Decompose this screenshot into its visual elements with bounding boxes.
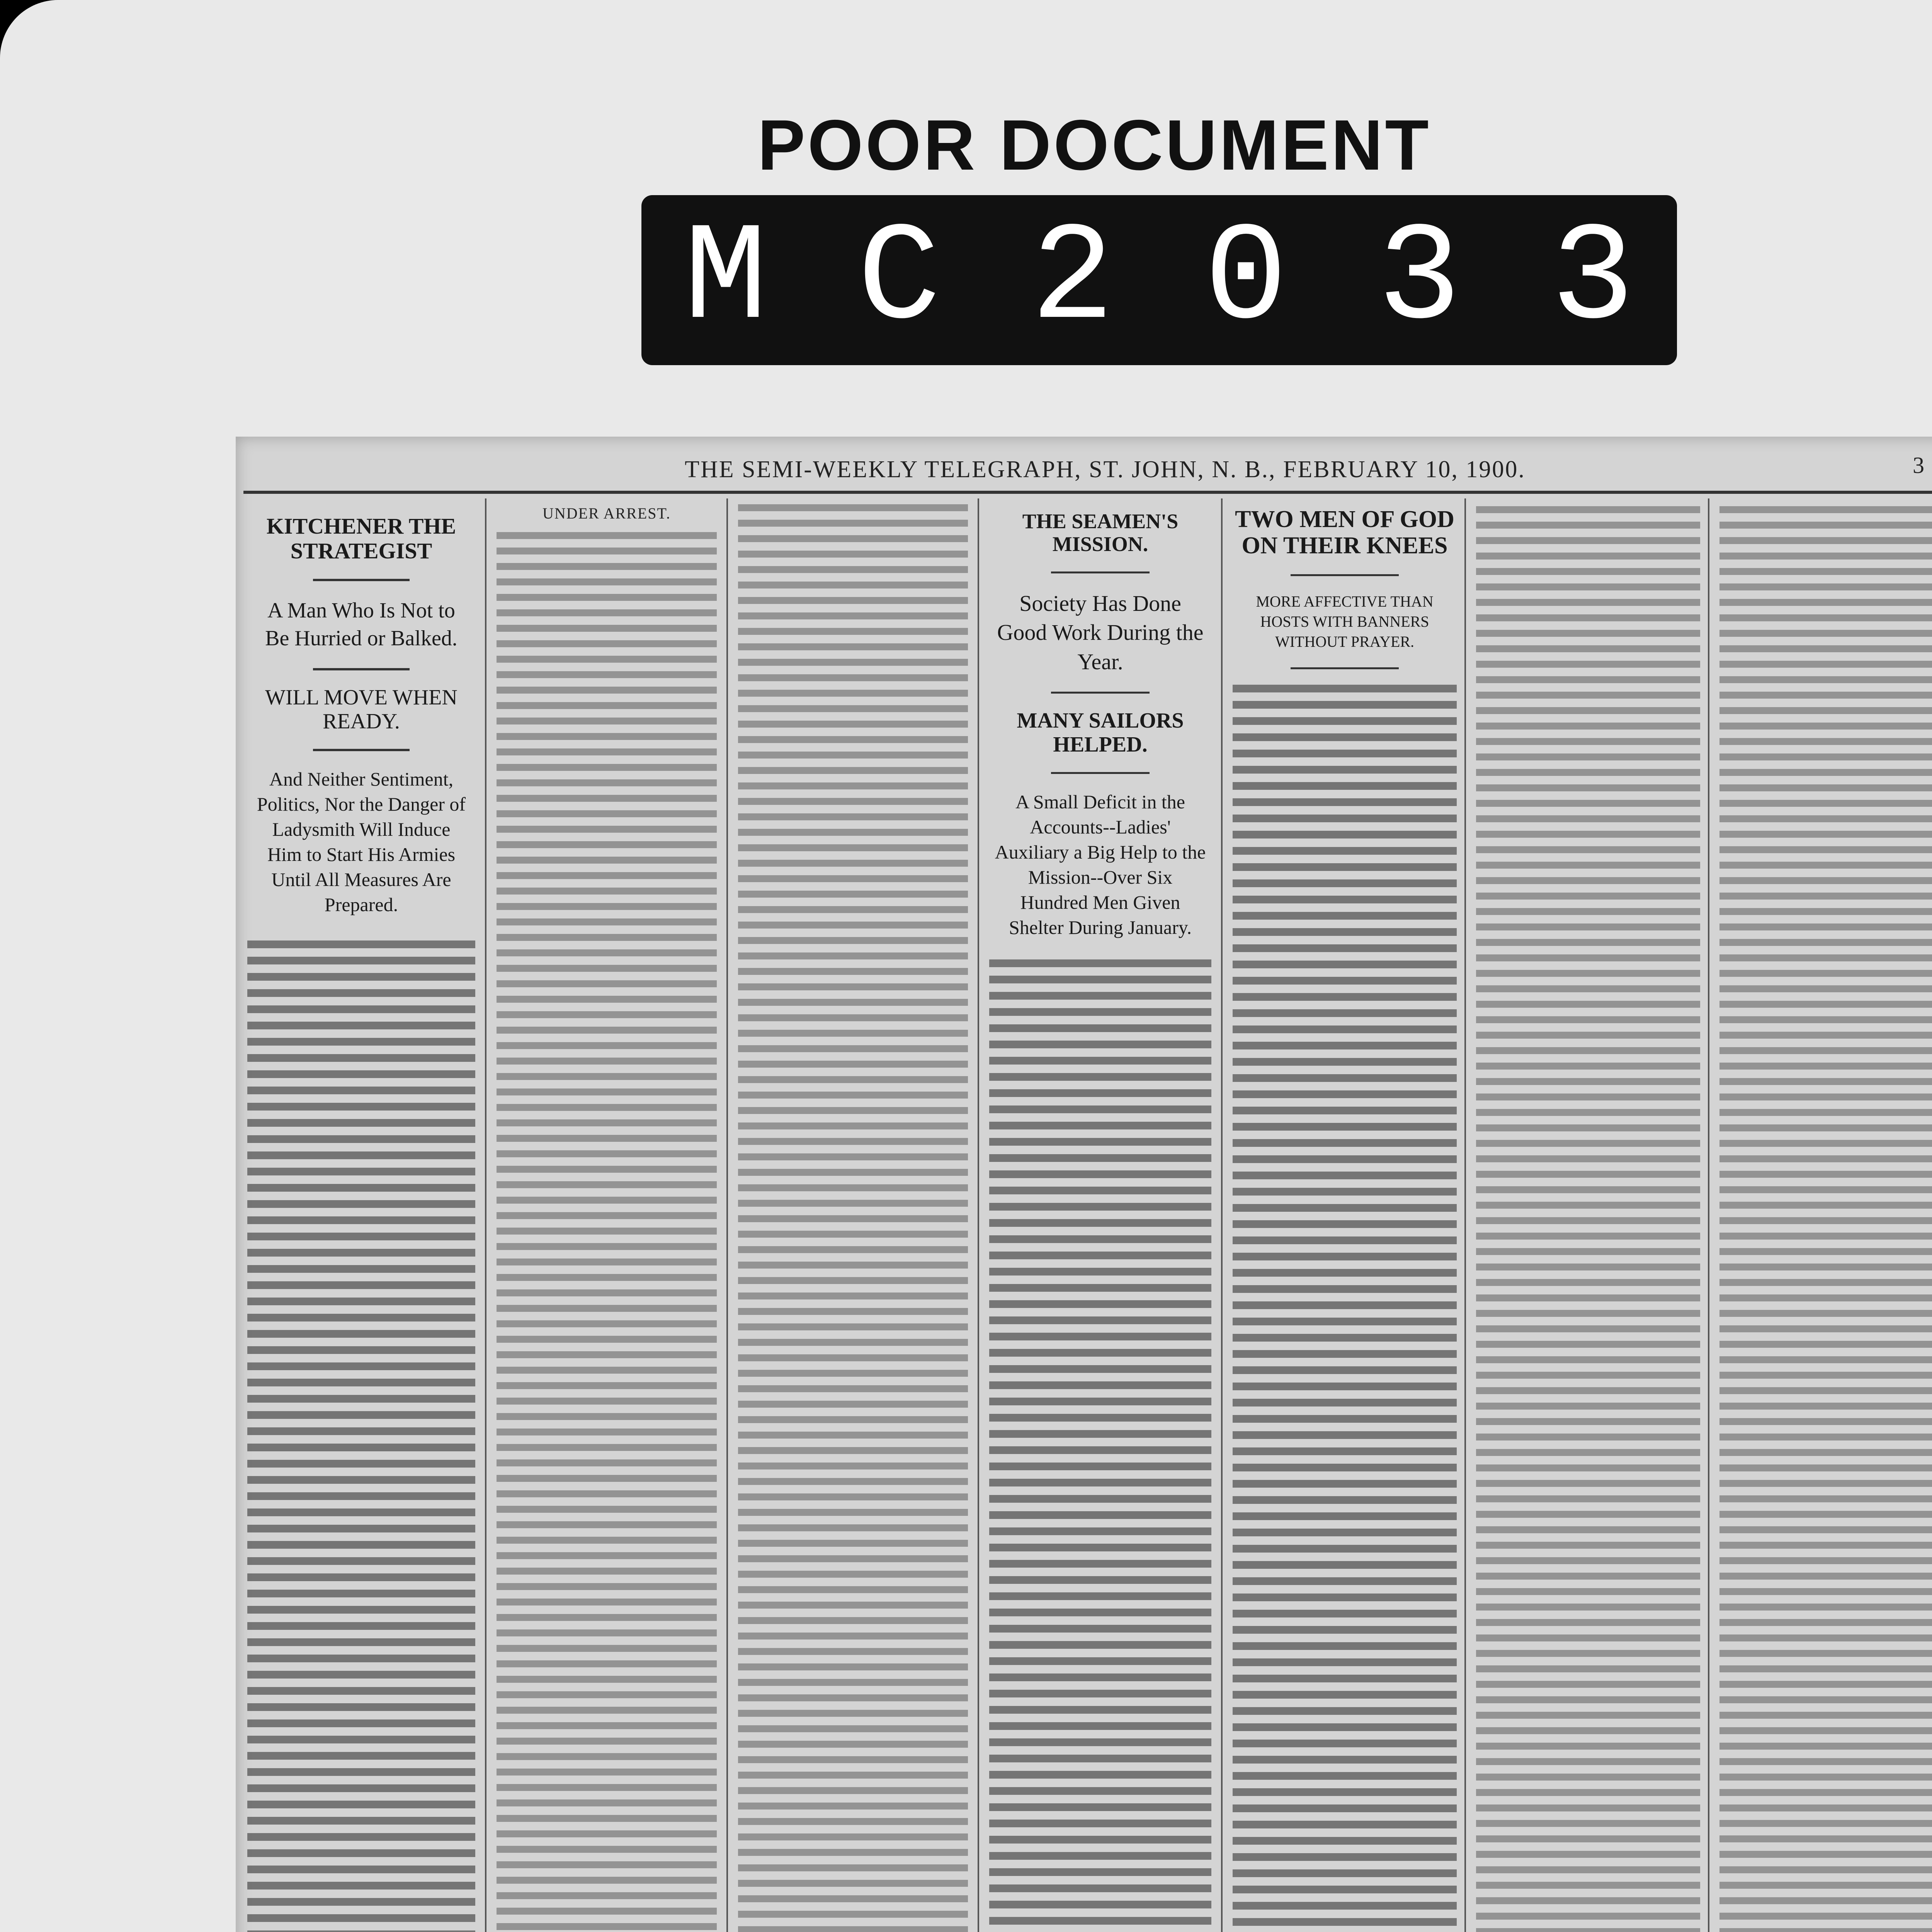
divider (1291, 667, 1399, 669)
article-body (497, 532, 717, 1932)
column-divider (726, 498, 728, 1932)
column-divider (1464, 498, 1466, 1932)
column-six (1472, 498, 1704, 1932)
article-body (1476, 506, 1700, 1932)
divider (313, 668, 410, 670)
article-title: UNDER ARREST. (543, 505, 671, 522)
article-deck: MANY SAILORS HELPED. (1017, 708, 1184, 757)
column-divider (978, 498, 979, 1932)
column-divider (1708, 498, 1709, 1932)
article-deck: A Small Deficit in the Accounts--Ladies' Auxiliary a Big Help to the Mission--Over Six Hundred Men Given Shelter During January. (995, 791, 1206, 939)
article-deck: MORE AFFECTIVE THAN HOSTS WITH BANNERS WITHOUT PRAYER. (1256, 593, 1434, 651)
divider (313, 579, 410, 581)
code-char: M (684, 201, 768, 359)
code-char: 3 (1551, 201, 1634, 359)
page-number: 3 (1913, 452, 1924, 478)
divider (1291, 574, 1399, 576)
code-char: 3 (1378, 201, 1461, 359)
microfilm-code (684, 201, 1634, 359)
article-deck: WILL MOVE WHEN READY. (265, 685, 457, 733)
article-deck: A Man Who Is Not to Be Hurried or Balked. (265, 598, 457, 651)
column-seven (1716, 498, 1932, 1932)
column-kitchener (243, 498, 479, 1932)
code-char: 2 (1031, 201, 1114, 359)
article-body (738, 504, 968, 1932)
article-body (1719, 506, 1932, 1932)
article-body (247, 940, 475, 1932)
article-title: TWO MEN OF GOD ON THEIR KNEES (1235, 506, 1454, 559)
divider (1051, 692, 1150, 694)
divider (1051, 772, 1150, 774)
article-deck: And Neither Sentiment, Politics, Nor the Danger of Ladysmith Will Induce Him to Start His Armies Until All Measures Are Prepared. (257, 768, 466, 916)
divider (313, 749, 410, 751)
column-divider (485, 498, 486, 1932)
column-under-arrest (493, 498, 721, 1932)
column-two-men (1229, 498, 1461, 1932)
column-seamen (985, 498, 1215, 1932)
column-three (734, 498, 972, 1932)
article-body (989, 959, 1211, 1932)
article-deck: Society Has Done Good Work During the Year. (997, 590, 1204, 674)
newspaper-masthead: THE SEMI-WEEKLY TELEGRAPH, ST. JOHN, N. B., FEBRUARY 10, 1900. (685, 456, 1526, 483)
article-body (1233, 685, 1457, 1932)
poor-document-stamp: POOR DOCUMENT (757, 105, 1431, 185)
masthead-rule (243, 491, 1932, 494)
code-char: C (857, 201, 941, 359)
article-title: KITCHENER THE STRATEGIST (266, 514, 456, 563)
article-title: THE SEAMEN'S MISSION. (1022, 510, 1179, 556)
column-divider (1221, 498, 1223, 1932)
divider (1051, 571, 1150, 573)
code-char: 0 (1204, 201, 1288, 359)
